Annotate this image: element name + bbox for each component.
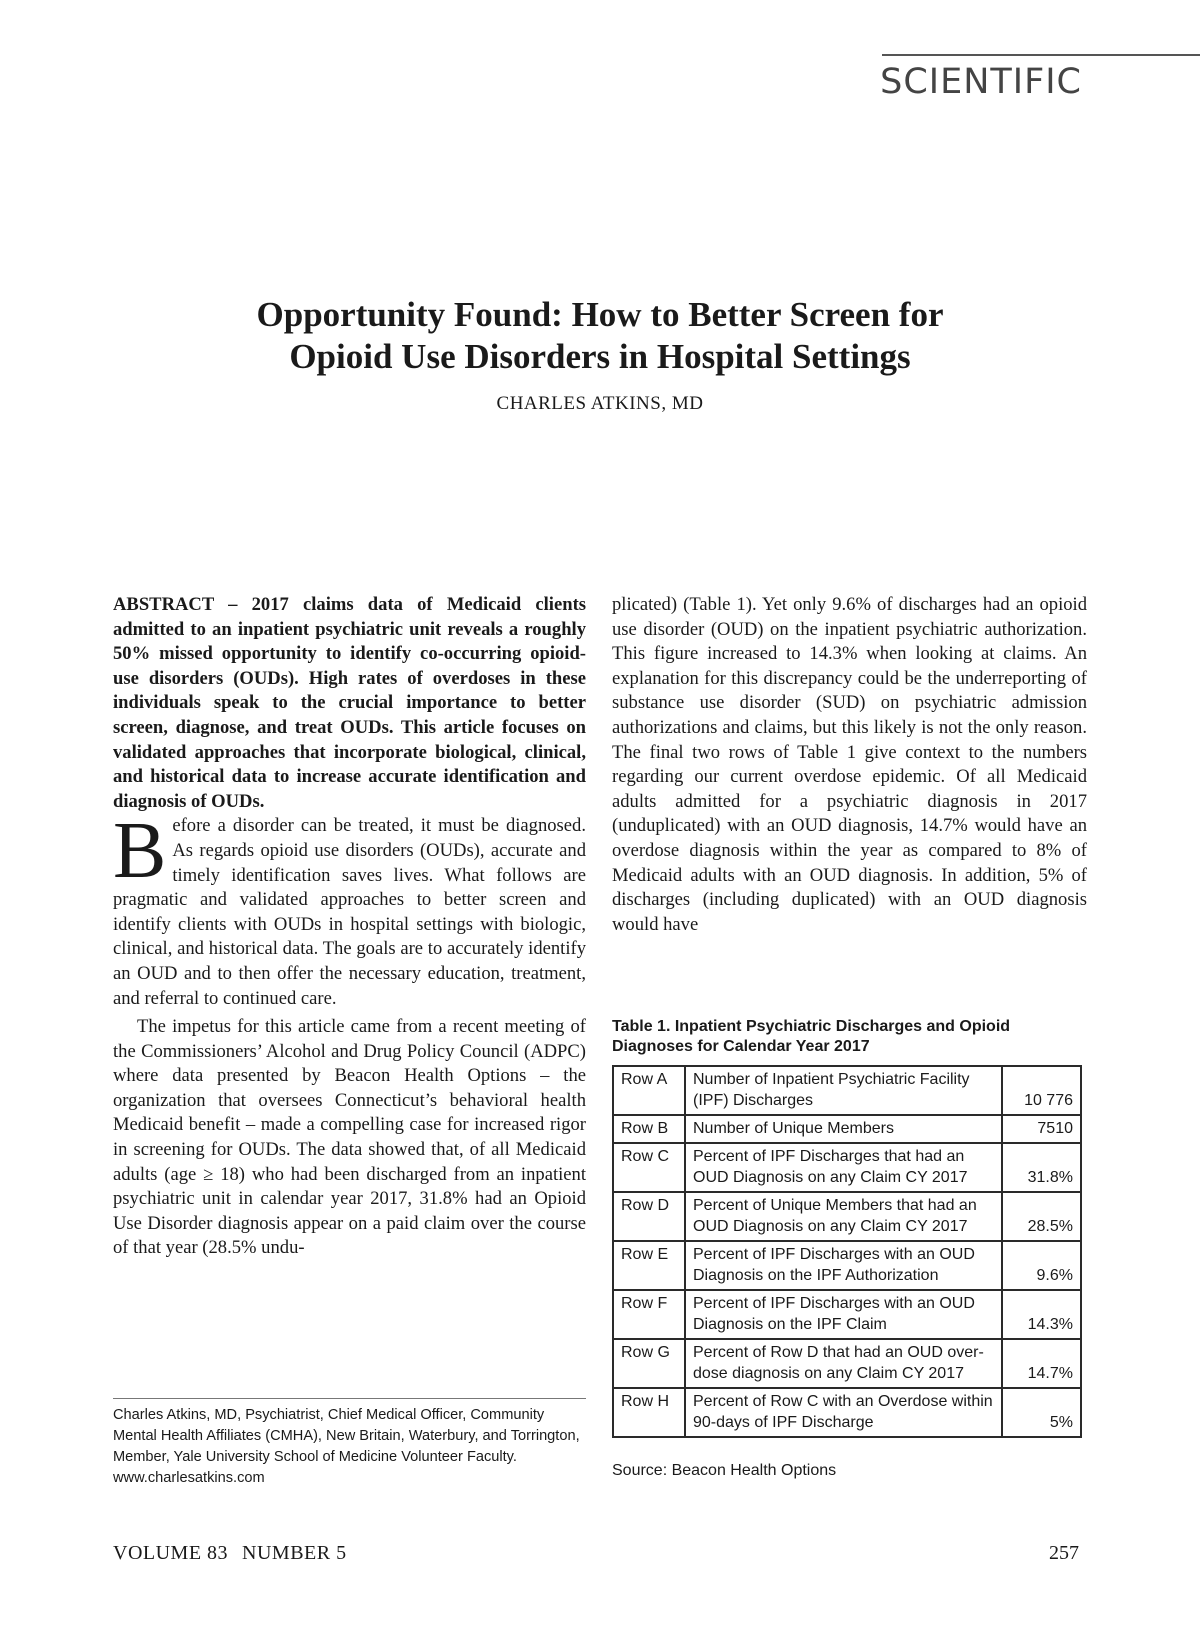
table-cell-value: 28.5% xyxy=(1002,1192,1081,1241)
table-row xyxy=(613,1066,1081,1115)
table-cell-description: Percent of Unique Members that had an OUD Diagnosis on any Claim CY 2017 xyxy=(685,1192,1002,1241)
section-label: SCIENTIFIC xyxy=(880,62,1082,102)
table-cell-value: 7510 xyxy=(1002,1115,1081,1143)
abstract: ABSTRACT – 2017 claims data of Medicaid clients admitted to an inpatient psychiatric unit reveals a roughly 50% missed opportunity to identify co-occurring opioid-use disorders (OUDs). High rates of overdoses in these individuals speak to the crucial importance to better screen, diagnose, and treat OUDs. This article focuses on validated approaches that incorporate biological, clinical, and historical data to increase accurate identification and diagnosis of OUDs. xyxy=(113,594,586,812)
table-cell-value: 14.7% xyxy=(1002,1339,1081,1388)
body-paragraph-1-text: efore a disorder can be treated, it must be diagnosed. As regards opioid use disorders (OUDs), accurate and timely identification saves lives. What follows are pragmatic and validated approaches to better screen and identify clients with OUDs in hospital settings with biologic, clinical, and historical data. The goals are to accurately identify an OUD and to then offer the necessary education, treatment, and referral to continued care. xyxy=(113,815,586,1009)
table-cell-value: 14.3% xyxy=(1002,1290,1081,1339)
table-cell-description: Number of Inpatient Psychiatric Facility (IPF) Discharges xyxy=(685,1066,1002,1115)
right-column xyxy=(612,593,1087,937)
table-cell-row-id: Row F xyxy=(613,1290,685,1339)
table-row xyxy=(613,1192,1081,1241)
table-cell-description: Percent of IPF Discharges that had an OUD Diagnosis on any Claim CY 2017 xyxy=(685,1143,1002,1192)
table-row xyxy=(613,1143,1081,1192)
footnote-rule xyxy=(113,1398,586,1399)
footer-number: NUMBER 5 xyxy=(242,1542,347,1564)
table-cell-description: Percent of Row C with an Overdose within 90-days of IPF Discharge xyxy=(685,1388,1002,1437)
table-cell-description: Percent of Row D that had an OUD over-dose diagnosis on any Claim CY 2017 xyxy=(685,1339,1002,1388)
table-cell-row-id: Row A xyxy=(613,1066,685,1115)
page-number: 257 xyxy=(1049,1542,1079,1564)
article-title-line-1: Opportunity Found: How to Better Screen for xyxy=(256,295,944,334)
body-paragraph-2: The impetus for this article came from a recent meeting of the Commissioners’ Alcohol and Drug Policy Council (ADPC) where data presented by Beacon Health Options – the organization that oversees Connecticut’s behavioral health Medicaid benefit – made a compelling case for increased rigor in screening for OUDs. The data showed that, of all Medicaid adults (age ≥ 18) who had been discharged from an inpatient psychiatric unit in calendar year 2017, 31.8% had an Opioid Use Disorder diagnosis appear on a paid claim over the course of that year (28.5% undu- xyxy=(113,1016,586,1259)
table-cell-description: Percent of IPF Discharges with an OUD Diagnosis on the IPF Claim xyxy=(685,1290,1002,1339)
table-row xyxy=(613,1339,1081,1388)
data-table-body xyxy=(613,1066,1081,1437)
table-cell-description: Number of Unique Members xyxy=(685,1115,1002,1143)
table-row xyxy=(613,1388,1081,1437)
table-row xyxy=(613,1241,1081,1290)
table-cell-row-id: Row E xyxy=(613,1241,685,1290)
table-caption: Table 1. Inpatient Psychiatric Discharges and Opioid Diagnoses for Calendar Year 2017 xyxy=(612,1018,1011,1055)
table-cell-row-id: Row H xyxy=(613,1388,685,1437)
article-title-line-2: Opioid Use Disorders in Hospital Settings xyxy=(289,337,911,376)
table-cell-row-id: Row D xyxy=(613,1192,685,1241)
body-paragraph-3: plicated) (Table 1). Yet only 9.6% of discharges had an opioid use disorder (OUD) on the inpatient psychiatric authorization. This figure increased to 14.3% when looking at claims. An explanation for this discrepancy could be the underreporting of substance use disorder (SUD) on psychiatric admission authorizations and claims, but this likely is not the only reason. The final two rows of Table 1 give context to the numbers regarding our current overdose epidemic. Of all Medicaid adults admitted for a psychiatric diagnosis in 2017 (unduplicated) with an OUD diagnosis, 14.7% would have an overdose diagnosis within the year as compared to 8% of Medicaid adults with an OUD diagnosis. In addition, 5% of discharges (including duplicated) with an OUD diagnosis would have xyxy=(612,594,1087,935)
data-table xyxy=(612,1065,1082,1438)
header-rule xyxy=(882,54,1200,56)
left-column xyxy=(113,593,586,1261)
article-author: CHARLES ATKINS, MD xyxy=(496,393,704,414)
table-cell-value: 31.8% xyxy=(1002,1143,1081,1192)
footer-volume: VOLUME 83 xyxy=(113,1542,229,1564)
table-source: Source: Beacon Health Options xyxy=(612,1462,837,1479)
drop-cap: B xyxy=(113,807,167,896)
table-cell-description: Percent of IPF Discharges with an OUD Diagnosis on the IPF Authorization xyxy=(685,1241,1002,1290)
body-paragraph-1 xyxy=(113,807,586,1011)
author-footnote: Charles Atkins, MD, Psychiatrist, Chief Medical Officer, Community Mental Health Affiliates (CMHA), New Britain, Waterbury, and Torrington, Member, Yale University School of Medicine Volunteer Faculty. www.charlesatkins.com xyxy=(113,1407,580,1486)
article-title xyxy=(150,294,1050,378)
table-cell-value: 10 776 xyxy=(1002,1066,1081,1115)
table-row xyxy=(613,1290,1081,1339)
table-cell-value: 5% xyxy=(1002,1388,1081,1437)
table-cell-row-id: Row G xyxy=(613,1339,685,1388)
table-cell-value: 9.6% xyxy=(1002,1241,1081,1290)
table-row xyxy=(613,1115,1081,1143)
footer-volume-info xyxy=(113,1542,347,1565)
table-cell-row-id: Row B xyxy=(613,1115,685,1143)
table-cell-row-id: Row C xyxy=(613,1143,685,1192)
